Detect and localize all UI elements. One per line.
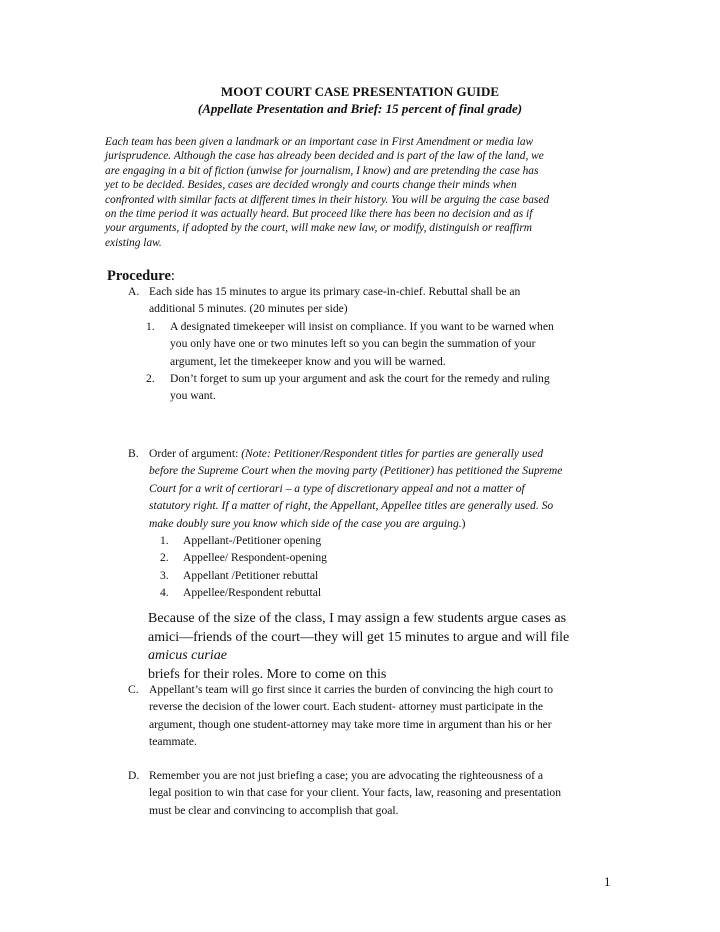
intro-line: existing law. [105, 236, 162, 249]
order-text: Appellee/Respondent rebuttal [183, 586, 322, 600]
amici-line: amici—friends of the court—they will get 15 minutes to argue and will file [148, 629, 570, 645]
item-b-first-line [149, 445, 562, 462]
document-subtitle: (Appellate Presentation and Brief: 15 percent of final grade) [197, 101, 523, 116]
item-d-line: legal position to win that case for your client. Your facts, law, reasoning and presentation [149, 786, 562, 800]
intro-line: are engaging in a bit of fiction (unwise for journalism, I know) and are pretending the case has [105, 164, 539, 177]
item-b-note-line: before the Supreme Court when the moving party (Petitioner) has petitioned the Supreme [149, 464, 563, 478]
item-b-close: ) [461, 516, 466, 530]
item-a-line: Each side has 15 minutes to argue its primary case-in-chief. Rebuttal shall be an [149, 285, 521, 298]
item-a-sub-1-marker: 1. [146, 320, 155, 333]
item-d-line: Remember you are not just briefing a case; you are advocating the righteousness of a [149, 769, 544, 782]
amici-line [148, 647, 569, 684]
item-b-note-line: statutory right. If a matter of right, the Appellant, Appellee titles are generally used. So [149, 499, 554, 513]
item-a-sub-1-line: argument, let the timekeeper know and you will be warned. [170, 354, 446, 368]
order-marker: 3. [160, 568, 169, 582]
item-c-line: teammate. [149, 735, 197, 749]
intro-line: confronted with similar facts at different times in their history. You will be arguing the case based [105, 193, 550, 206]
amici-line-rest: briefs for their roles. More to come on this [148, 666, 387, 682]
item-c-line: reverse the decision of the lower court. Each student- attorney must participate in the [149, 700, 544, 714]
amicus-curiae-term: amicus curiae [148, 648, 227, 663]
amici-paragraph [148, 610, 569, 684]
item-a-sub-1-line: A designated timekeeper will insist on compliance. If you want to be warned when [170, 320, 554, 333]
procedure-heading-text: Procedure [107, 268, 171, 284]
order-text: Appellant /Petitioner rebuttal [183, 568, 319, 582]
procedure-colon: : [170, 268, 175, 284]
item-b-note-first: (Note: Petitioner/Respondent titles for parties are generally used [241, 447, 544, 460]
intro-line: Each team has been given a landmark or an important case in First Amendment or media law [105, 136, 534, 148]
item-d-line: must be clear and convincing to accomplish that goal. [149, 803, 399, 817]
intro-line: on the time period it was actually heard. But proceed like there has been no decision and as if [105, 208, 533, 221]
item-b-note-line: Court for a writ of certiorari – a type of discretionary appeal and not a matter of [149, 481, 525, 495]
document-title: MOOT COURT CASE PRESENTATION GUIDE [220, 84, 500, 99]
order-marker: 4. [160, 586, 169, 600]
intro-line: your arguments, if adopted by the court, will make new law, or modify, distinguish or reaffirm [105, 222, 533, 235]
item-d-marker: D. [128, 769, 140, 782]
item-b-marker: B. [128, 447, 139, 460]
item-c-marker: C. [128, 683, 139, 696]
order-marker: 2. [160, 551, 169, 565]
item-a-sub-1-line: you only have one or two minutes left so you can begin the summation of your [170, 337, 536, 351]
item-b-note-last: make doubly sure you know which side of the case you are arguing. [149, 516, 462, 530]
item-b-note-last-line [149, 515, 562, 532]
item-a-sub-2-line: Don’t forget to sum up your argument and ask the court for the remedy and ruling [170, 372, 550, 385]
item-b-lead: Order of argument: [149, 447, 242, 460]
amici-line: Because of the size of the class, I may assign a few students argue cases as [148, 611, 567, 626]
intro-line: jurisprudence. Although the case has already been decided and is part of the law of the land, we [105, 150, 544, 163]
page-number: 1 [604, 874, 611, 889]
intro-paragraph [105, 135, 625, 250]
item-a-sub-2-line: you want. [170, 389, 216, 403]
item-a-marker: A. [128, 285, 140, 298]
item-c-line: Appellant’s team will go first since it carries the burden of convincing the high court to [149, 683, 554, 696]
order-text: Appellee/ Respondent-opening [183, 551, 327, 565]
order-text: Appellant-/Petitioner opening [183, 534, 322, 547]
item-a-line: additional 5 minutes. (20 minutes per side) [149, 302, 348, 316]
item-c-line: argument, though one student-attorney may take more time in argument than his or her [149, 717, 552, 731]
item-a-sub-2-marker: 2. [146, 372, 155, 385]
intro-line: yet to be decided. Besides, cases are decided wrongly and courts change their minds when [105, 179, 517, 192]
order-marker: 1. [160, 534, 169, 547]
